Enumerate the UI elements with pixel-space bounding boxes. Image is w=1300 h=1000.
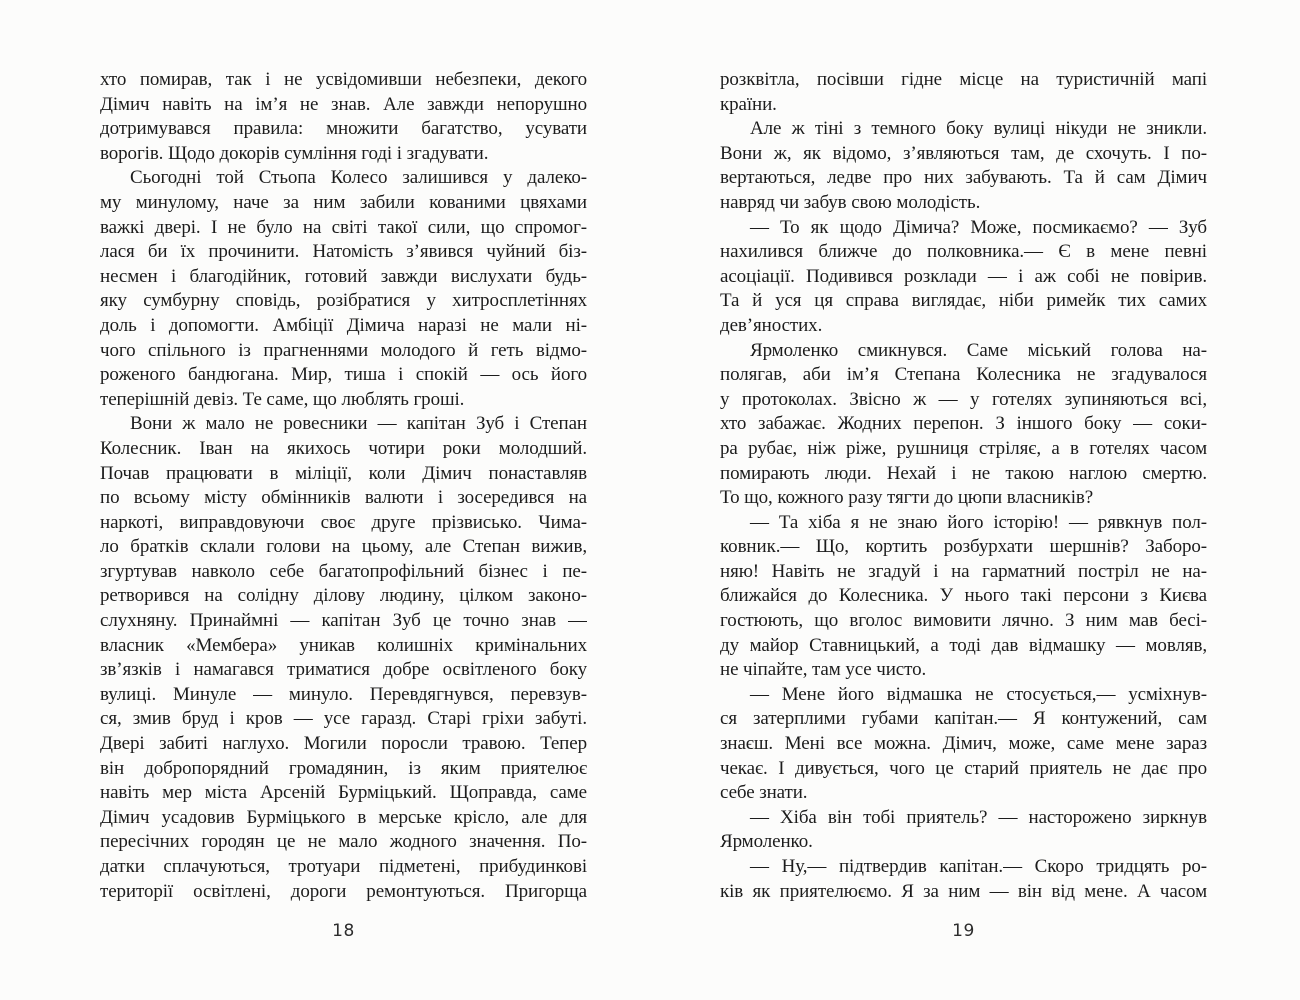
text-line: ближайся до Колесника. У нього такі персони з Києва	[720, 585, 1207, 607]
text-line: чого спільного із прагненнями молодого й геть відмо-	[100, 339, 587, 361]
text-line: по всьому місту обмінників валюти і зосередився на	[100, 487, 587, 509]
text-line: ло братків склали голови на цьому, але Степан вижив,	[100, 536, 587, 558]
text-line: зв’язків і намагався триматися добре освітленого боку	[100, 659, 587, 681]
text-line: згуртував навколо себе багатопрофільний бізнес і пе-	[100, 560, 587, 582]
text-line: лася би їх прочинити. Натомість з’явився чуйний біз-	[100, 241, 587, 263]
text-line: полягав, аби ім’я Степана Колесника не згадувалося	[720, 364, 1207, 386]
text-line: Сьогодні той Стьопа Колесо залишився у далеко-	[130, 167, 587, 189]
text-line: — Хіба він тобі приятель? — насторожено зиркнув	[750, 806, 1207, 828]
text-line: власник «Мембера» уникав колишніх кримінальних	[100, 634, 587, 656]
text-line: у протоколах. Звісно ж — у готелях зупиняються всі,	[720, 388, 1207, 410]
text-line: помирають люди. Нехай і не такою наглою смертю.	[720, 462, 1207, 484]
text-line: Дімич навіть на ім’я не знав. Але завжди непорушно	[100, 93, 587, 115]
text-line: Та й уся ця справа виглядає, ніби римейк тих самих	[720, 290, 1207, 312]
text-line: ворогів. Щодо докорів сумління годі і згадувати.	[100, 142, 489, 164]
text-line: він добропорядний громадянин, із яким приятелює	[100, 757, 587, 779]
text-line: ковник.— Що, кортить розбурхати шершнів? Заборо-	[720, 536, 1207, 558]
text-line: Ярмоленко.	[720, 831, 813, 853]
text-line: Колесник. Іван на якихось чотири роки молодший.	[100, 437, 587, 459]
page-left-text	[100, 68, 587, 904]
text-line: дев’яностих.	[720, 314, 823, 336]
text-line: ретворився на солідну ділову людину, цілком законо-	[100, 585, 587, 607]
text-line: — Та хіба я не знаю його історію! — рявкнув пол-	[750, 511, 1207, 533]
page-number-right: 19	[952, 921, 975, 941]
text-line: території освітлені, дороги ремонтуються. Пригорща	[100, 880, 587, 902]
text-line: гостюють, що вголос вимовити лячно. З ним мав бесі-	[720, 610, 1207, 632]
text-line: дотримувався правила: множити багатство, усувати	[100, 118, 587, 140]
text-line: доль і допомогти. Амбіції Дімича наразі не мали ні-	[100, 314, 587, 336]
text-line: — Ну,— підтвердив капітан.— Скоро тридцять ро-	[750, 856, 1207, 877]
text-line: себе знати.	[720, 782, 808, 804]
text-line: вулиці. Минуле — минуло. Перевдягнувся, перевзув-	[100, 683, 587, 705]
text-line: Ярмоленко смикнувся. Саме міський голова на-	[750, 339, 1207, 361]
text-line: ків як приятелюємо. Я за ним — він від мене. А часом	[720, 880, 1207, 902]
text-line: Почав працювати в міліції, коли Дімич понаставляв	[100, 462, 587, 484]
text-line: Двері забиті наглухо. Могили поросли травою. Тепер	[100, 733, 587, 755]
text-line: ра рубає, ніж ріже, рушниця стріляє, а в готелях часом	[720, 437, 1207, 459]
text-line: — Мене його відмашка не стосується,— усміхнув-	[750, 683, 1207, 705]
text-line: нахилився ближче до полковника.— Є в мене певні	[720, 241, 1207, 263]
text-line: То що, кожного разу тягти до цюпи власників?	[720, 487, 1094, 509]
page-right-text	[720, 68, 1207, 904]
text-line: ду майор Ставницький, а тоді дав відмашку — мовляв,	[720, 634, 1207, 656]
text-line: роженого бандюгана. Мир, тиша і спокій — ось його	[100, 364, 587, 386]
text-line: теперішній девіз. Те саме, що люблять гроші.	[100, 388, 465, 410]
text-line: му минулому, наче за ним забили кованими цвяхами	[100, 191, 587, 213]
text-line: навіть мер міста Арсеній Бурміцький. Щоправда, саме	[100, 782, 587, 804]
text-line: яку сумбурну сповідь, розібратися у хитросплетіннях	[100, 290, 587, 312]
text-line: пересічних городян це не мало жодного значення. По-	[100, 831, 587, 853]
text-line: датки сплачуються, тротуари підметені, прибудинкові	[100, 856, 587, 877]
text-line: няю! Навіть не згадуй і на гарматний постріл не на-	[720, 560, 1207, 582]
text-line: Вони ж, як відомо, з’являються там, де схочуть. І по-	[720, 142, 1207, 164]
page-number-left: 18	[332, 921, 355, 941]
text-line: країни.	[720, 93, 777, 115]
text-line: хто помирав, так і не усвідомивши небезпеки, декого	[100, 69, 587, 90]
text-line: несмен і благодійник, готовий завжди вислухати будь-	[100, 265, 587, 287]
text-line: знаєш. Мені все можна. Дімич, може, саме мене зараз	[720, 733, 1207, 755]
text-line: навряд чи забув свою молодість.	[720, 191, 981, 213]
text-line: — То як щодо Дімича? Може, посмикаємо? — Зуб	[750, 216, 1207, 238]
text-line: вертаються, ледве про них забувають. Та й сам Дімич	[720, 167, 1207, 189]
text-line: важкі двері. І не було на світі такої сили, що спромог-	[100, 216, 587, 238]
text-line: Дімич усадовив Бурміцького в мерське крісло, але для	[100, 806, 587, 828]
text-line: слухняну. Принаймні — капітан Зуб це точно знав —	[100, 610, 587, 632]
text-line: ся, змив бруд і кров — усе гаразд. Старі гріхи забуті.	[100, 708, 587, 730]
text-line: розквітла, посівши гідне місце на туристичній мапі	[720, 69, 1207, 90]
text-line: не чіпайте, там усе чисто.	[720, 659, 927, 681]
text-line: хто забажає. Жодних перепон. З іншого боку — соки-	[720, 413, 1207, 435]
text-line: чекає. І дивується, чого це старий приятель не дає про	[720, 757, 1207, 779]
text-line: асоціації. Подивився розклади — і аж собі не повірив.	[720, 265, 1207, 287]
text-line: наркоті, виправдовуючи своє друге прізвисько. Чима-	[100, 511, 587, 533]
text-line: Але ж тіні з темного боку вулиці нікуди не зникли.	[750, 118, 1207, 140]
text-line: ся затерплими губами капітан.— Я контужений, сам	[720, 708, 1207, 730]
page-right	[720, 0, 1207, 1000]
page-left	[100, 0, 587, 1000]
text-line: Вони ж мало не ровесники — капітан Зуб і Степан	[130, 413, 587, 435]
